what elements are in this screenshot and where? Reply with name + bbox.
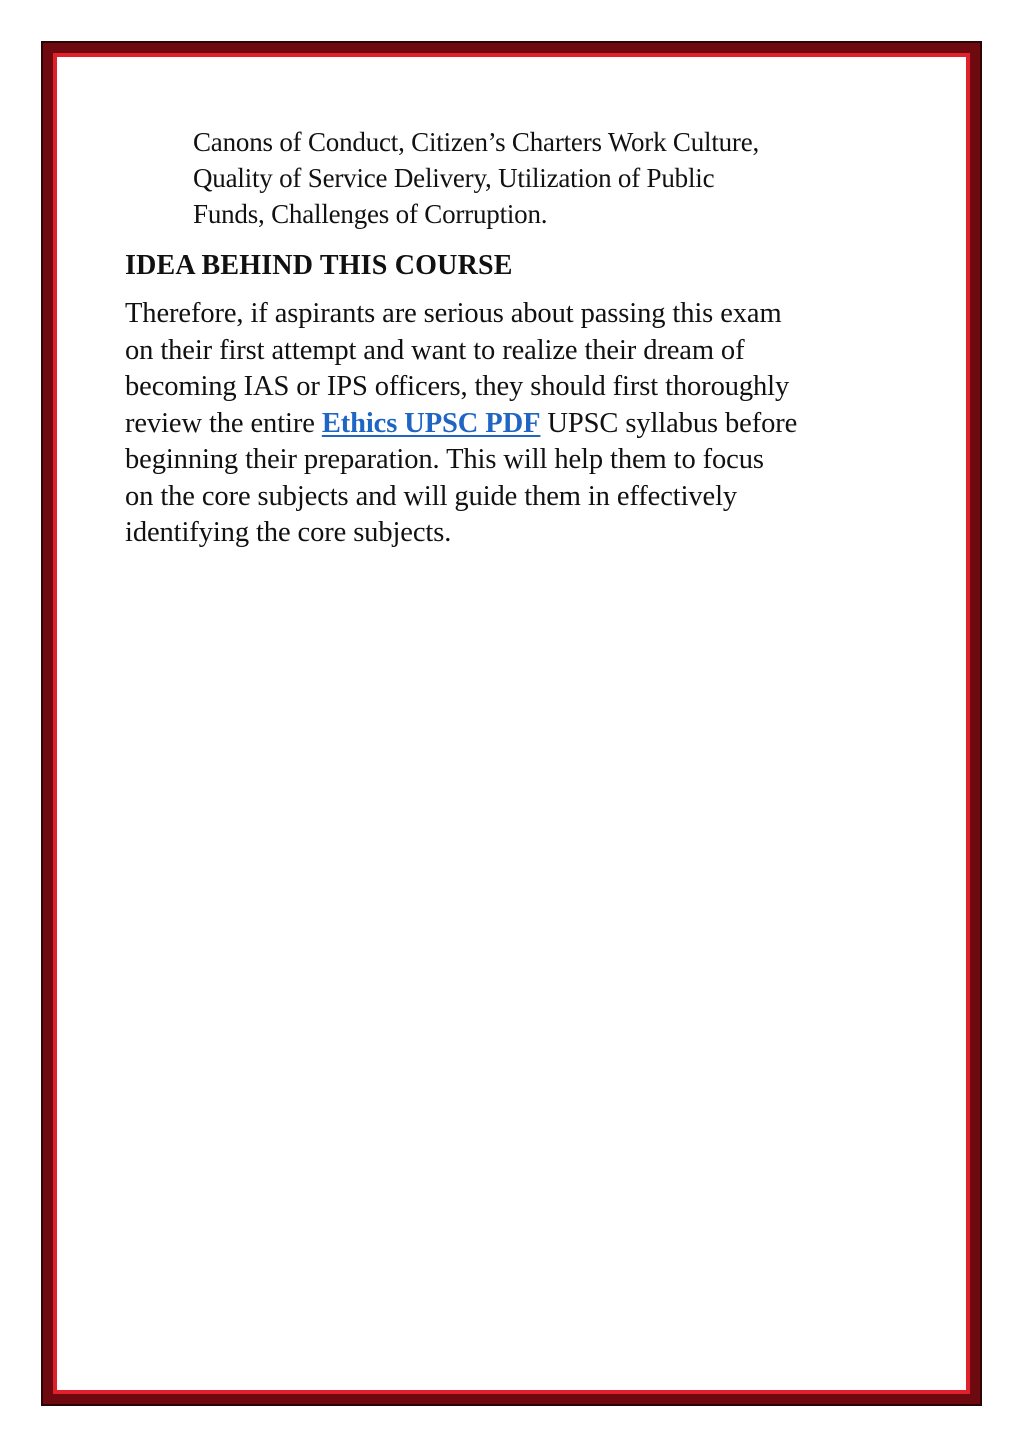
paragraph-line: becoming IAS or IPS officers, they should first thoroughly [125,371,790,402]
ethics-upsc-pdf-link[interactable]: Ethics UPSC PDF [321,407,541,439]
section-heading: IDEA BEHIND THIS COURSE [125,250,513,281]
intro-text [193,124,915,232]
paragraph-line: on their first attempt and want to realize their dream of [125,334,745,366]
intro-line: Canons of Conduct, Citizen’s Charters Work Culture, [193,127,760,157]
paragraph-line: identifying the core subjects. [125,517,452,548]
paragraph-line: Therefore, if aspirants are serious about passing this exam [125,298,782,329]
paragraph-line: on the core subjects and will guide them in effectively [125,480,738,512]
paragraph-text: review the entire [125,407,322,439]
paragraph-line: beginning their preparation. This will help them to focus [125,444,764,475]
paragraph-line-with-link [125,406,915,443]
body-paragraph [125,296,915,552]
intro-line: Quality of Service Delivery, Utilization of Public [193,163,715,193]
document-content [125,124,915,552]
paragraph-text: UPSC syllabus before [540,407,798,439]
intro-line: Funds, Challenges of Corruption. [193,199,548,229]
